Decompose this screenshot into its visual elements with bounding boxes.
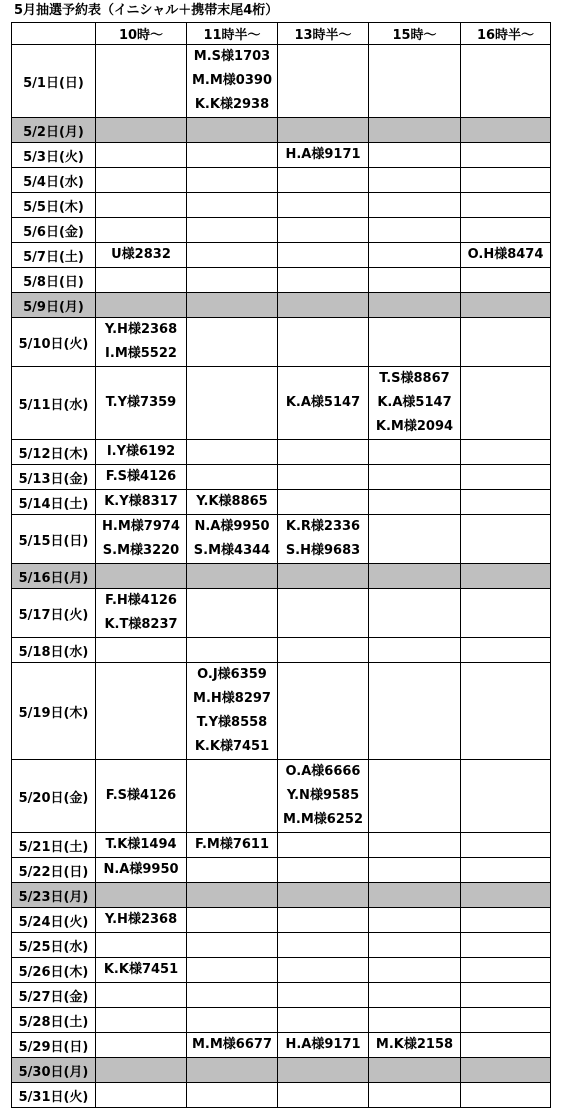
reservation-cell	[187, 1033, 278, 1058]
reservation-cell	[278, 589, 369, 638]
reservation-entry: K.K様2938	[194, 97, 270, 112]
reservation-cell	[278, 833, 369, 858]
reservation-cell	[461, 367, 551, 440]
reservation-cell	[369, 564, 461, 589]
table-row	[12, 833, 551, 858]
reservation-cell	[187, 858, 278, 883]
table-row	[12, 983, 551, 1008]
table-row	[12, 883, 551, 908]
reservation-cell	[461, 638, 551, 663]
reservation-cell	[278, 218, 369, 243]
reservation-cell	[187, 490, 278, 515]
reservation-cell	[278, 858, 369, 883]
reservation-cell	[96, 218, 187, 243]
date-cell: 5/27日(金)	[12, 983, 96, 1008]
reservation-cell	[187, 193, 278, 218]
header-row	[12, 23, 551, 45]
reservation-cell	[96, 564, 187, 589]
table-row	[12, 193, 551, 218]
reservation-cell	[96, 858, 187, 883]
reservation-cell	[461, 218, 551, 243]
reservation-cell	[461, 833, 551, 858]
reservation-cell	[96, 663, 187, 760]
reservation-cell	[461, 1058, 551, 1083]
reservation-cell	[461, 933, 551, 958]
reservation-cell	[96, 118, 187, 143]
table-row	[12, 45, 551, 118]
date-cell: 5/13日(金)	[12, 465, 96, 490]
reservation-entry: K.M様2094	[375, 419, 454, 434]
reservation-cell	[187, 564, 278, 589]
date-cell: 5/21日(土)	[12, 833, 96, 858]
reservation-entry: S.M様4344	[193, 543, 271, 558]
table-body	[12, 45, 551, 1108]
reservation-cell	[96, 1008, 187, 1033]
table-row	[12, 440, 551, 465]
date-cell: 5/12日(木)	[12, 440, 96, 465]
reservation-cell	[96, 45, 187, 118]
reservation-entry: T.Y様7359	[105, 395, 177, 410]
reservation-cell	[369, 293, 461, 318]
reservation-cell	[187, 293, 278, 318]
reservation-cell	[461, 243, 551, 268]
date-cell: 5/29日(日)	[12, 1033, 96, 1058]
date-cell: 5/2日(月)	[12, 118, 96, 143]
reservation-cell	[278, 440, 369, 465]
date-cell: 5/16日(月)	[12, 564, 96, 589]
reservation-cell	[96, 958, 187, 983]
reservation-entry: H.A様9171	[285, 1037, 361, 1052]
reservation-entry: M.M様6252	[283, 812, 363, 827]
table-row	[12, 908, 551, 933]
reservation-cell	[369, 218, 461, 243]
reservation-cell	[369, 908, 461, 933]
reservation-cell	[187, 515, 278, 564]
reservation-cell	[187, 908, 278, 933]
header-cell-1000: 10時～	[96, 23, 187, 45]
date-cell: 5/25日(水)	[12, 933, 96, 958]
date-cell: 5/24日(火)	[12, 908, 96, 933]
reservation-cell	[278, 367, 369, 440]
reservation-entry: Y.K様8865	[196, 494, 268, 509]
reservation-cell	[96, 143, 187, 168]
table-row	[12, 638, 551, 663]
reservation-cell	[187, 663, 278, 760]
reservation-cell	[461, 1033, 551, 1058]
reservation-entry: S.H様9683	[285, 543, 361, 558]
reservation-cell	[187, 1083, 278, 1108]
table-row	[12, 1083, 551, 1108]
reservation-cell	[278, 168, 369, 193]
reservation-cell	[461, 118, 551, 143]
reservation-cell	[187, 45, 278, 118]
reservation-cell	[278, 933, 369, 958]
table-row	[12, 490, 551, 515]
reservation-cell	[461, 490, 551, 515]
reservation-entry: F.S様4126	[105, 469, 177, 484]
reservation-entry: M.K様2158	[375, 1037, 454, 1052]
reservation-cell	[369, 318, 461, 367]
reservation-cell	[461, 589, 551, 638]
reservation-entry: Y.H様2368	[104, 912, 178, 927]
reservation-cell	[187, 440, 278, 465]
reservation-cell	[461, 168, 551, 193]
reservation-cell	[96, 1083, 187, 1108]
date-cell: 5/14日(土)	[12, 490, 96, 515]
reservation-entry: H.M様7974	[102, 519, 180, 534]
reservation-entry: M.M様6677	[192, 1037, 272, 1052]
reservation-cell	[96, 268, 187, 293]
reservation-cell	[96, 1033, 187, 1058]
reservation-entry: N.A様9950	[103, 862, 179, 877]
date-cell: 5/23日(月)	[12, 883, 96, 908]
reservation-cell	[369, 367, 461, 440]
reservation-entry: T.K様1494	[105, 837, 177, 852]
reservation-entry: M.M様0390	[192, 73, 272, 88]
reservation-cell	[187, 243, 278, 268]
reservation-entry: K.Y様8317	[104, 494, 178, 509]
reservation-cell	[187, 118, 278, 143]
reservation-cell	[187, 983, 278, 1008]
reservation-cell	[278, 663, 369, 760]
reservation-cell	[187, 833, 278, 858]
date-cell: 5/9日(月)	[12, 293, 96, 318]
table-row	[12, 465, 551, 490]
date-cell: 5/6日(金)	[12, 218, 96, 243]
date-cell: 5/18日(水)	[12, 638, 96, 663]
reservation-entry: M.H様8297	[193, 691, 271, 706]
date-cell: 5/22日(日)	[12, 858, 96, 883]
reservation-cell	[278, 515, 369, 564]
reservation-entry: O.A様6666	[285, 764, 361, 779]
reservation-cell	[96, 193, 187, 218]
table-row	[12, 1058, 551, 1083]
date-cell: 5/30日(月)	[12, 1058, 96, 1083]
table-row	[12, 663, 551, 760]
date-cell: 5/31日(火)	[12, 1083, 96, 1108]
reservation-cell	[369, 1083, 461, 1108]
header-cell-1130: 11時半～	[187, 23, 278, 45]
reservation-entry: I.M様5522	[105, 346, 177, 361]
reservation-cell	[461, 883, 551, 908]
reservation-cell	[369, 663, 461, 760]
reservation-cell	[278, 958, 369, 983]
date-cell: 5/4日(水)	[12, 168, 96, 193]
reservation-cell	[461, 318, 551, 367]
reservation-cell	[278, 143, 369, 168]
date-cell: 5/1日(日)	[12, 45, 96, 118]
reservation-cell	[278, 490, 369, 515]
reservation-cell	[461, 440, 551, 465]
reservation-cell	[96, 833, 187, 858]
table-row	[12, 760, 551, 833]
reservation-cell	[369, 833, 461, 858]
reservation-cell	[96, 318, 187, 367]
reservation-cell	[461, 760, 551, 833]
reservation-cell	[369, 118, 461, 143]
reservation-cell	[96, 883, 187, 908]
reservation-entry: T.S様8867	[379, 371, 450, 386]
reservation-cell	[96, 1058, 187, 1083]
reservation-cell	[96, 440, 187, 465]
reservation-cell	[369, 983, 461, 1008]
header-cell-date	[12, 23, 96, 45]
reservation-cell	[187, 465, 278, 490]
reservation-cell	[461, 564, 551, 589]
reservation-cell	[461, 858, 551, 883]
reservation-cell	[461, 908, 551, 933]
reservation-cell	[278, 883, 369, 908]
reservation-cell	[96, 515, 187, 564]
reservation-cell	[187, 589, 278, 638]
table-row	[12, 268, 551, 293]
reservation-entry: F.H様4126	[105, 593, 177, 608]
reservation-cell	[278, 243, 369, 268]
table-row	[12, 564, 551, 589]
reservation-cell	[278, 193, 369, 218]
reservation-entry: S.M様3220	[102, 543, 180, 558]
reservation-cell	[187, 218, 278, 243]
reservation-cell	[96, 933, 187, 958]
reservation-entry: H.A様9171	[285, 147, 361, 162]
reservation-cell	[278, 1008, 369, 1033]
table-row	[12, 958, 551, 983]
reservation-entry: I.Y様6192	[106, 444, 176, 459]
reservation-cell	[187, 1058, 278, 1083]
date-cell: 5/10日(火)	[12, 318, 96, 367]
reservation-cell	[369, 638, 461, 663]
reservation-entry: O.H様8474	[467, 247, 544, 262]
table-row	[12, 243, 551, 268]
reservation-table	[11, 22, 551, 1108]
reservation-cell	[96, 490, 187, 515]
date-cell: 5/5日(木)	[12, 193, 96, 218]
table-row	[12, 218, 551, 243]
header-cell-1630: 16時半～	[461, 23, 551, 45]
header-cell-1500: 15時～	[369, 23, 461, 45]
reservation-cell	[187, 933, 278, 958]
table-row	[12, 318, 551, 367]
reservation-cell	[96, 293, 187, 318]
reservation-cell	[461, 293, 551, 318]
reservation-cell	[461, 1083, 551, 1108]
reservation-cell	[96, 168, 187, 193]
reservation-cell	[187, 760, 278, 833]
reservation-cell	[278, 638, 369, 663]
date-cell: 5/28日(土)	[12, 1008, 96, 1033]
table-row	[12, 1033, 551, 1058]
reservation-cell	[278, 1083, 369, 1108]
date-cell: 5/20日(金)	[12, 760, 96, 833]
reservation-cell	[369, 440, 461, 465]
reservation-entry: Y.N様9585	[286, 788, 360, 803]
table-row	[12, 515, 551, 564]
reservation-entry: K.R様2336	[285, 519, 361, 534]
reservation-cell	[278, 118, 369, 143]
reservation-cell	[278, 1058, 369, 1083]
reservation-cell	[461, 663, 551, 760]
reservation-entry: O.J様6359	[197, 667, 267, 682]
reservation-cell	[187, 883, 278, 908]
reservation-cell	[278, 983, 369, 1008]
reservation-entry: M.S様1703	[193, 49, 271, 64]
date-cell: 5/26日(木)	[12, 958, 96, 983]
reservation-cell	[96, 367, 187, 440]
reservation-entry: N.A様9950	[194, 519, 270, 534]
table-row	[12, 858, 551, 883]
reservation-entry: T.Y様8558	[196, 715, 268, 730]
reservation-cell	[96, 589, 187, 638]
date-cell: 5/15日(日)	[12, 515, 96, 564]
reservation-cell	[278, 465, 369, 490]
reservation-cell	[369, 1058, 461, 1083]
reservation-cell	[461, 1008, 551, 1033]
reservation-cell	[369, 45, 461, 118]
reservation-cell	[461, 268, 551, 293]
reservation-entry: F.M様7611	[194, 837, 270, 852]
reservation-cell	[369, 858, 461, 883]
reservation-cell	[369, 243, 461, 268]
reservation-cell	[369, 168, 461, 193]
table-row	[12, 293, 551, 318]
reservation-cell	[278, 45, 369, 118]
reservation-cell	[187, 367, 278, 440]
reservation-cell	[96, 638, 187, 663]
reservation-cell	[369, 1033, 461, 1058]
table-row	[12, 168, 551, 193]
reservation-cell	[278, 268, 369, 293]
reservation-entry: U様2832	[111, 247, 171, 262]
reservation-cell	[187, 168, 278, 193]
table-row	[12, 367, 551, 440]
reservation-cell	[369, 589, 461, 638]
reservation-cell	[187, 268, 278, 293]
date-cell: 5/19日(木)	[12, 663, 96, 760]
reservation-cell	[461, 983, 551, 1008]
reservation-cell	[187, 638, 278, 663]
date-cell: 5/7日(土)	[12, 243, 96, 268]
table-row	[12, 143, 551, 168]
table-row	[12, 1008, 551, 1033]
reservation-cell	[461, 958, 551, 983]
reservation-cell	[461, 193, 551, 218]
reservation-cell	[461, 465, 551, 490]
reservation-cell	[369, 490, 461, 515]
reservation-cell	[369, 958, 461, 983]
reservation-cell	[369, 193, 461, 218]
reservation-entry: K.K様7451	[194, 739, 270, 754]
table-row	[12, 118, 551, 143]
page-title: 5月抽選予約表（イニシャル＋携帯末尾4桁）	[14, 3, 279, 18]
reservation-cell	[96, 908, 187, 933]
reservation-cell	[187, 318, 278, 367]
reservation-cell	[278, 760, 369, 833]
reservation-entry: F.S様4126	[105, 788, 177, 803]
table-row	[12, 589, 551, 638]
reservation-entry: K.A様5147	[377, 395, 452, 410]
reservation-cell	[369, 760, 461, 833]
reservation-cell	[278, 1033, 369, 1058]
reservation-entry: K.K様7451	[103, 962, 179, 977]
reservation-cell	[461, 515, 551, 564]
reservation-cell	[187, 143, 278, 168]
reservation-cell	[369, 268, 461, 293]
reservation-cell	[278, 293, 369, 318]
reservation-cell	[369, 515, 461, 564]
date-cell: 5/3日(火)	[12, 143, 96, 168]
reservation-cell	[96, 465, 187, 490]
reservation-cell	[278, 564, 369, 589]
reservation-cell	[278, 318, 369, 367]
reservation-entry: K.T様8237	[104, 617, 178, 632]
reservation-cell	[369, 933, 461, 958]
reservation-cell	[278, 908, 369, 933]
reservation-cell	[369, 883, 461, 908]
reservation-cell	[96, 983, 187, 1008]
reservation-cell	[461, 143, 551, 168]
reservation-cell	[461, 45, 551, 118]
header-cell-1330: 13時半～	[278, 23, 369, 45]
date-cell: 5/17日(火)	[12, 589, 96, 638]
reservation-entry: K.A様5147	[285, 395, 361, 410]
reservation-cell	[369, 1008, 461, 1033]
reservation-cell	[187, 1008, 278, 1033]
date-cell: 5/8日(日)	[12, 268, 96, 293]
reservation-cell	[96, 243, 187, 268]
reservation-cell	[369, 465, 461, 490]
date-cell: 5/11日(水)	[12, 367, 96, 440]
reservation-cell	[96, 760, 187, 833]
reservation-entry: Y.H様2368	[104, 322, 178, 337]
reservation-cell	[369, 143, 461, 168]
table-row	[12, 933, 551, 958]
reservation-cell	[187, 958, 278, 983]
